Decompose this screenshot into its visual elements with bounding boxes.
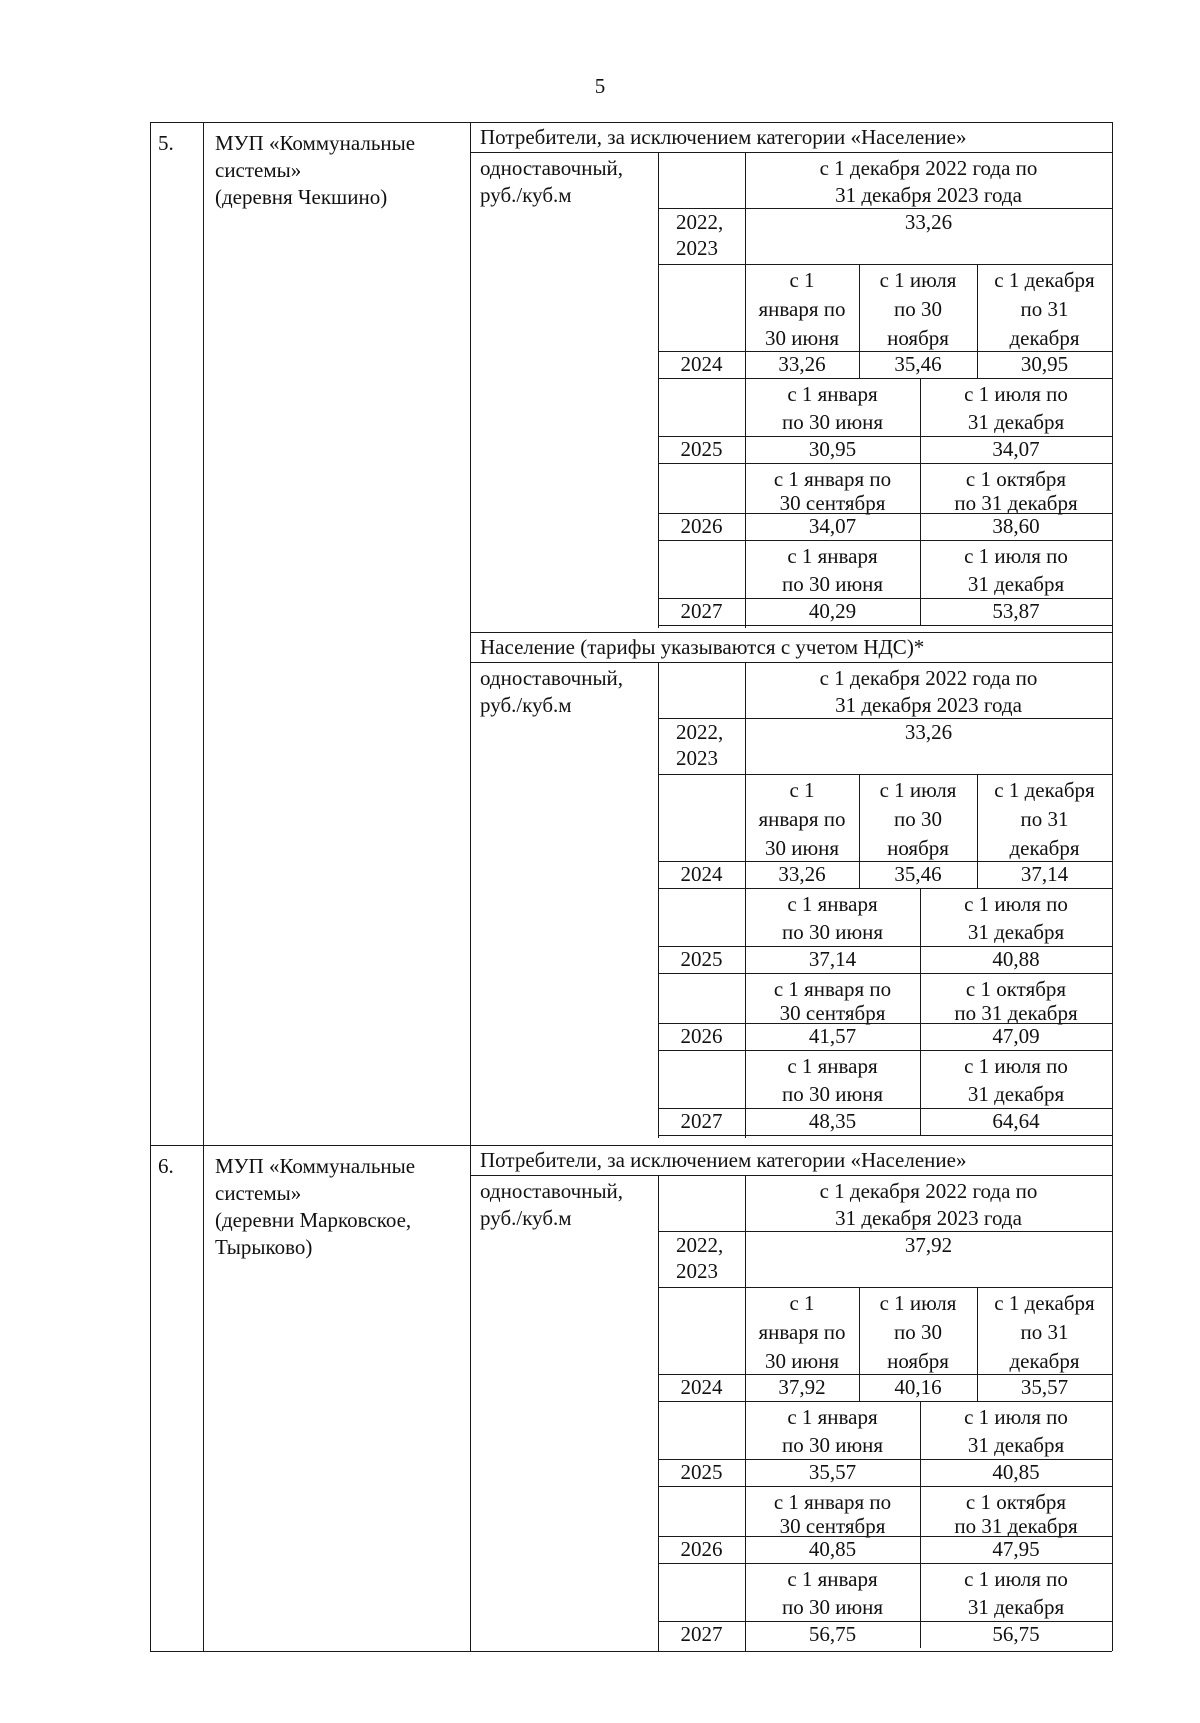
year-label: 2026 [680,514,723,538]
period-column-header: ноября [887,1349,949,1373]
year-label: 2022, [676,1233,724,1257]
year-label: 2027 [680,599,723,623]
period-column-header: января по [758,807,846,831]
period-column-header: по 30 июня [781,920,884,944]
organization-name: системы» [215,158,302,182]
row-rule [658,1050,1112,1051]
tariff-value: 30,95 [808,437,857,461]
tariff-value: 34,07 [992,437,1040,461]
period-column-header: 31 декабря [967,572,1065,596]
period-header: 31 декабря 2023 года [835,1206,1022,1230]
column-rule [150,122,151,1651]
column-rule [658,662,659,1138]
period-column-header: с 1 [789,268,815,292]
year-label: 2024 [680,1375,723,1399]
tariff-value: 35,46 [894,862,942,886]
period-column-header: декабря [1009,1349,1080,1373]
period-column-header: 31 декабря [967,1595,1065,1619]
tariff-value: 37,92 [778,1375,826,1399]
organization-name: (деревня Чекшино) [215,185,388,209]
tariff-value: 56,75 [808,1622,857,1646]
consumer-category: Потребители, за исключением категории «Население» [480,1148,967,1172]
period-column-header: января по [758,1320,846,1344]
period-column-header: с 1 июля по [964,892,1068,916]
row-rule [470,152,1112,153]
period-column-header: ноября [887,326,949,350]
period-column-header: по 30 июня [781,572,884,596]
period-column-header: с 1 января [787,892,878,916]
period-column-header: по 30 [894,1320,942,1344]
period-column-header: 30 июня [764,1349,840,1373]
period-column-header: 30 сентября [779,491,886,515]
period-column-header: с 1 июля [879,268,957,292]
period-column-header: с 1 июля [879,1291,957,1315]
period-column-header: с 1 января по [773,467,892,491]
tariff-value: 38,60 [992,514,1040,538]
tariff-value: 48,35 [808,1109,857,1133]
period-column-header: с 1 июля по [964,544,1068,568]
period-header: 31 декабря 2023 года [835,183,1022,207]
row-rule [658,378,1112,379]
tariff-value: 35,57 [808,1460,857,1484]
rate-type: руб./куб.м [480,183,572,207]
year-label: 2026 [680,1024,723,1048]
row-number: 5. [158,131,174,155]
period-column-header: с 1 января по [773,1490,892,1514]
rate-type: одноставочный, [480,666,624,690]
tariff-value: 30,95 [1020,352,1069,376]
column-rule [1112,122,1113,1651]
period-column-header: с 1 [789,1291,815,1315]
row-rule [658,625,1112,626]
tariff-value: 34,07 [808,514,857,538]
tariff-value: 56,75 [992,1622,1040,1646]
tariff-value: 40,29 [808,599,857,623]
rate-type: одноставочный, [480,156,624,180]
period-column-header: с 1 июля по [964,1405,1068,1429]
period-header: 31 декабря 2023 года [835,693,1022,717]
tariff-value: 33,26 [778,352,826,376]
tariff-value: 40,85 [992,1460,1040,1484]
consumer-category: Население (тарифы указываются с учетом НДС)* [480,635,925,659]
row-rule [658,1401,1112,1402]
organization-name: МУП «Коммунальные [215,1154,416,1178]
tariff-value: 41,57 [808,1024,857,1048]
tariff-value: 33,26 [904,720,953,744]
period-column-header: с 1 октября [965,977,1067,1001]
column-rule [470,122,471,1145]
tariff-value: 40,88 [992,947,1040,971]
period-column-header: по 31 [1020,807,1069,831]
tariff-value: 37,14 [1020,862,1069,886]
organization-name: системы» [215,1181,302,1205]
period-column-header: с 1 декабря [994,268,1095,292]
period-column-header: с 1 июля по [964,1054,1068,1078]
column-rule [203,1145,204,1651]
column-rule [203,122,204,1145]
rate-type: руб./куб.м [480,693,572,717]
period-column-header: с 1 [789,778,815,802]
period-column-header: 30 июня [764,326,840,350]
period-column-header: 31 декабря [967,1433,1065,1457]
year-label: 2023 [676,236,718,260]
period-column-header: ноября [887,836,949,860]
column-rule [658,1175,659,1651]
organization-name: МУП «Коммунальные [215,131,416,155]
row-rule [658,1135,1112,1136]
period-column-header: по 31 декабря [954,491,1078,515]
row-rule [470,632,1112,633]
row-rule [658,264,1112,265]
period-column-header: с 1 июля по [964,382,1068,406]
year-label: 2025 [680,437,723,461]
column-rule [658,152,659,628]
period-column-header: января по [758,297,846,321]
period-column-header: по 31 декабря [954,1001,1078,1025]
row-rule [658,888,1112,889]
period-column-header: по 30 июня [781,1082,884,1106]
tariff-value: 35,57 [1020,1375,1069,1399]
period-column-header: с 1 января [787,1405,878,1429]
row-rule [150,1651,1112,1652]
row-rule [658,1563,1112,1564]
tariff-value: 33,26 [904,210,953,234]
tariff-value: 40,85 [808,1537,857,1561]
period-column-header: декабря [1009,326,1080,350]
period-column-header: с 1 декабря [994,1291,1095,1315]
tariff-value: 37,92 [904,1233,953,1257]
period-column-header: по 30 июня [781,1595,884,1619]
period-column-header: с 1 января [787,544,878,568]
year-label: 2022, [676,720,724,744]
period-column-header: 30 сентября [779,1001,886,1025]
period-header: с 1 декабря 2022 года по [819,666,1038,690]
row-rule [658,463,1112,464]
period-column-header: с 1 октября [965,1490,1067,1514]
tariff-value: 35,46 [894,352,942,376]
row-rule [658,1486,1112,1487]
year-label: 2027 [680,1622,723,1646]
period-column-header: с 1 июля по [964,1567,1068,1591]
period-column-header: по 30 июня [781,1433,884,1457]
organization-name: (деревни Марковское, [215,1208,412,1232]
period-column-header: 31 декабря [967,1082,1065,1106]
tariff-value: 33,26 [778,862,826,886]
year-label: 2025 [680,1460,723,1484]
period-column-header: с 1 января [787,382,878,406]
period-column-header: по 31 [1020,297,1069,321]
tariff-value: 40,16 [894,1375,942,1399]
row-rule [658,1287,1112,1288]
tariff-value: 47,95 [992,1537,1040,1561]
organization-name: Тырыково) [215,1235,313,1259]
row-rule [658,540,1112,541]
tariff-value: 37,14 [808,947,857,971]
period-column-header: по 30 июня [781,410,884,434]
rate-type: руб./куб.м [480,1206,572,1230]
row-number: 6. [158,1154,174,1178]
period-header: с 1 декабря 2022 года по [819,1179,1038,1203]
period-column-header: с 1 декабря [994,778,1095,802]
year-label: 2024 [680,352,723,376]
row-rule [658,774,1112,775]
year-label: 2025 [680,947,723,971]
period-column-header: по 31 [1020,1320,1069,1344]
row-rule [658,973,1112,974]
column-rule [470,1145,471,1651]
year-label: 2024 [680,862,723,886]
row-rule [150,1145,1112,1146]
tariff-value: 53,87 [992,599,1040,623]
period-column-header: с 1 января [787,1567,878,1591]
period-column-header: по 30 [894,807,942,831]
tariff-value: 47,09 [992,1024,1040,1048]
consumer-category: Потребители, за исключением категории «Население» [480,125,967,149]
period-column-header: с 1 января по [773,977,892,1001]
period-column-header: 31 декабря [967,920,1065,944]
row-rule [470,662,1112,663]
period-column-header: с 1 января [787,1054,878,1078]
page-number: 5 [594,74,606,98]
period-column-header: 30 июня [764,836,840,860]
period-column-header: по 31 декабря [954,1514,1078,1538]
period-header: с 1 декабря 2022 года по [819,156,1038,180]
period-column-header: с 1 июля [879,778,957,802]
year-label: 2023 [676,1259,718,1283]
rate-type: одноставочный, [480,1179,624,1203]
row-rule [150,122,1112,123]
period-column-header: 31 декабря [967,410,1065,434]
period-column-header: 30 сентября [779,1514,886,1538]
year-label: 2023 [676,746,718,770]
year-label: 2027 [680,1109,723,1133]
period-column-header: по 30 [894,297,942,321]
period-column-header: декабря [1009,836,1080,860]
year-label: 2022, [676,210,724,234]
period-column-header: с 1 октября [965,467,1067,491]
tariff-value: 64,64 [992,1109,1040,1133]
row-rule [470,1175,1112,1176]
year-label: 2026 [680,1537,723,1561]
